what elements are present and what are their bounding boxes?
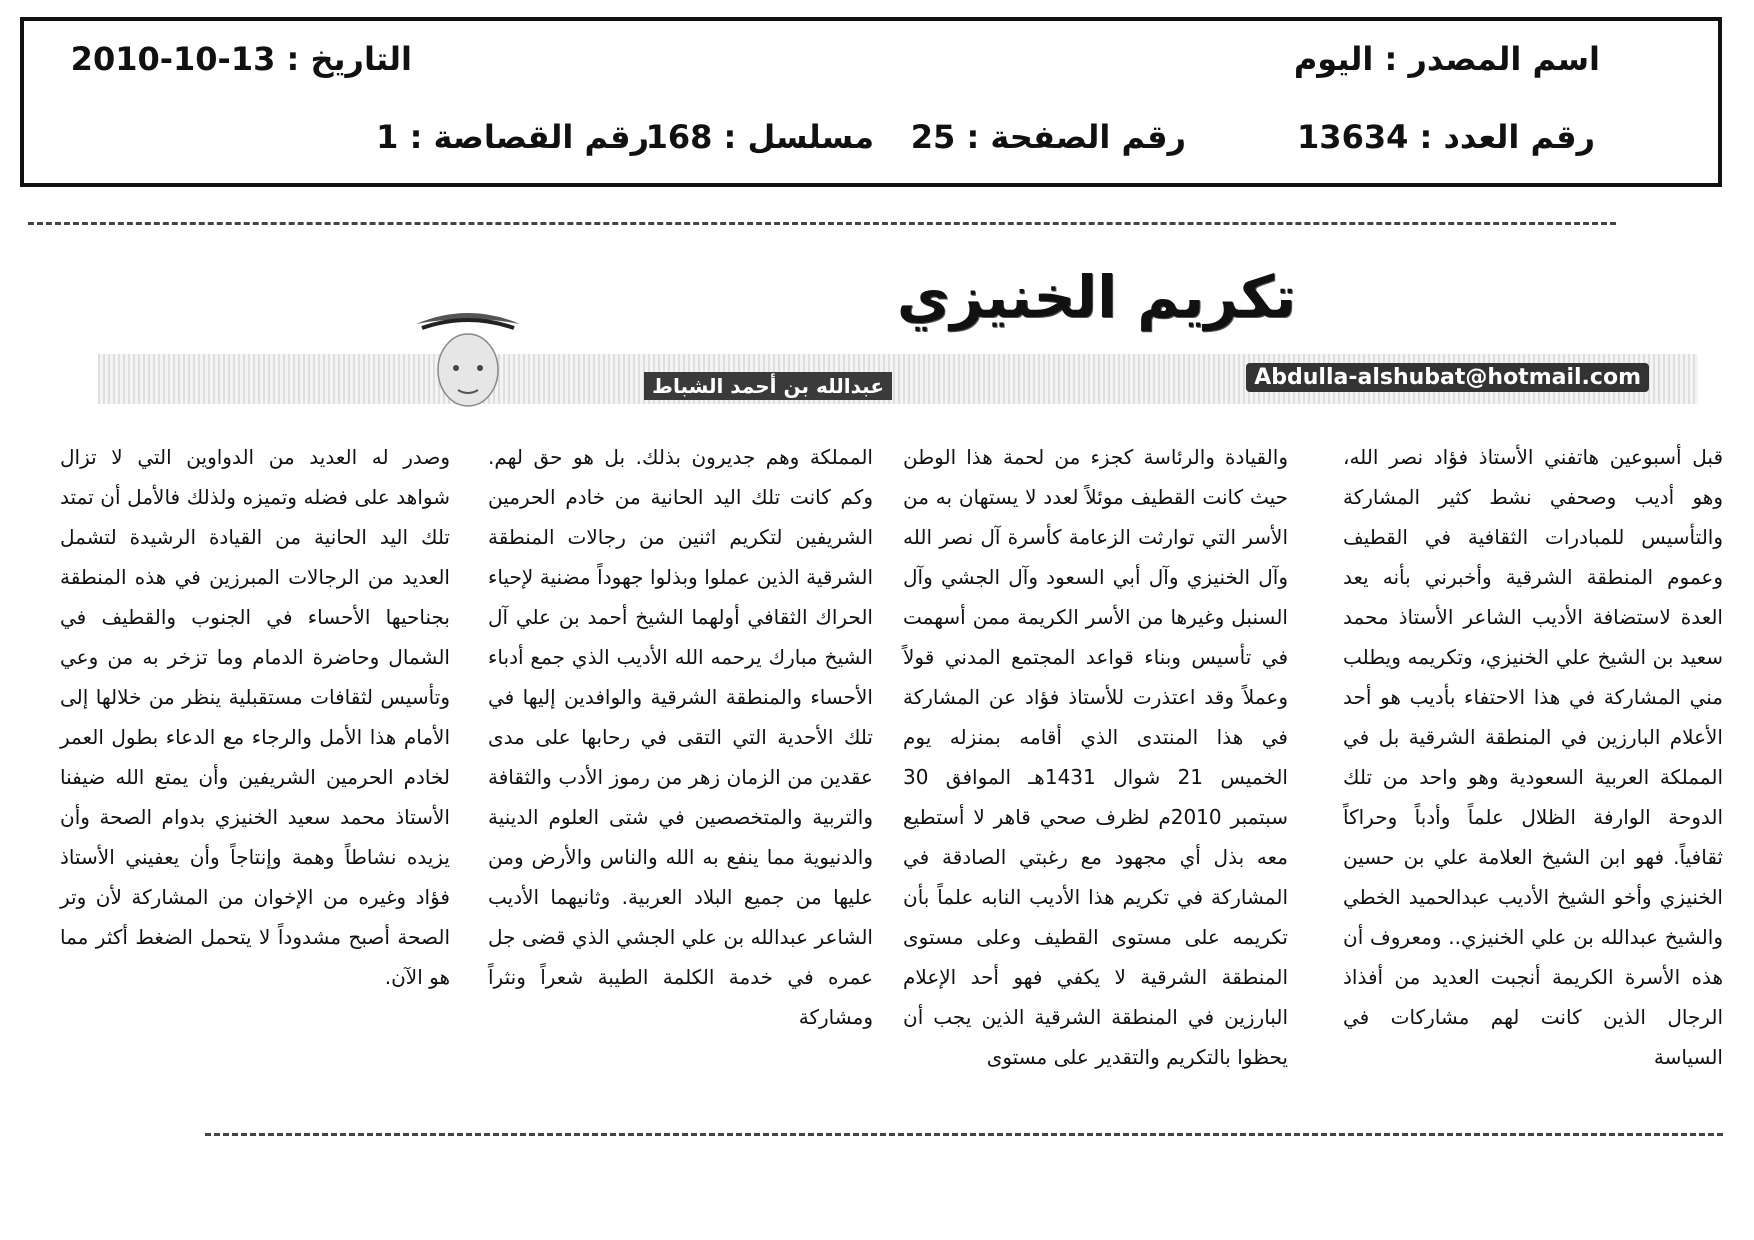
issue-number: رقم العدد : 13634 [1297, 118, 1595, 156]
article-column-2 [903, 437, 1288, 1077]
article-paragraph: وصدر له العديد من الدواوين التي لا تزال شواهد على فضله وتميزه ولذلك فالأمل أن تمتد تلك اليد الحانية من القيادة الرشيدة لتشمل العديد من الرجالات المبرزين في هذه المنطقة بجناحيها الأحساء في الجنوب والقطيف في الشمال وحاضرة الدمام وما تزخر به من وعي وتأسيس لثقافات مستقبلية ينظر من خلالها إلى الأمام هذا الأمل والرجاء مع الدعاء بطول العمر لخادم الحرمين الشريفين وأن يمتع الله ضيفنا الأستاذ محمد سعيد الخنيزي بدوام الصحة وأن يزيده نشاطاً وهمة وإنتاجاً وأن يعفيني الأستاذ فؤاد وغيره من الإخوان من المشاركة لأن وتر الصحة أصبح مشدوداً لا يتحمل الضغط أكثر مما هو الآن. [60, 445, 450, 989]
article-paragraph: والقيادة والرئاسة كجزء من لحمة هذا الوطن حيث كانت القطيف موئلاً لعدد لا يستهان به من الأسر التي توارثت الزعامة كأسرة آل نصر الله وآل الخنيزي وآل أبي السعود وآل الجشي وآل السنبل وغيرها من الأسر الكريمة ممن أسهمت في تأسيس وبناء قواعد المجتمع المدني قولاً وعملاً وقد اعتذرت للأستاذ فؤاد عن المشاركة في هذا المنتدى الذي أقامه بمنزله يوم الخميس 21 شوال 1431هـ الموافق 30 سبتمبر 2010م لظرف صحي قاهر لا أستطيع معه بذل أي مجهود مع رغبتي الصادقة في المشاركة في تكريم هذا الأديب النابه علماً بأن تكريمه على مستوى القطيف وعلى مستوى المنطقة الشرقية لا يكفي فهو أحد الإعلام البارزين في المنطقة الشرقية الذين يجب أن يحظوا بالتكريم والتقدير على مستوى [903, 445, 1288, 1069]
serial-number: مسلسل : 168 [645, 118, 874, 156]
clipping-date: التاريخ : 13-10-2010 [70, 40, 412, 78]
article-column-4 [60, 437, 450, 997]
source-name: اسم المصدر : اليوم [1293, 40, 1600, 78]
article-column-1 [1343, 437, 1723, 1077]
author-name: عبدالله بن أحمد الشباط [644, 372, 892, 400]
article-paragraph: قبل أسبوعين هاتفني الأستاذ فؤاد نصر الله، وهو أديب وصحفي نشط كثير المشاركة والتأسيس للمبادرات الثقافية في القطيف وعموم المنطقة الشرقية وأخبرني بأنه يعد العدة لاستضافة الأديب الشاعر الأستاذ محمد سعيد بن الشيخ علي الخنيزي، وتكريمه ويطلب مني المشاركة في هذا الاحتفاء بأديب هو أحد الأعلام البارزين في المنطقة الشرقية بل في المملكة العربية السعودية وهو واحد من تلك الدوحة الوارفة الظلال علماً وأدباً وحراكاً ثقافياً. فهو ابن الشيخ العلامة علي بن حسين الخنيزي وأخو الشيخ الأديب عبدالحميد الخطي والشيخ عبدالله بن علي الخنيزي.. ومعروف أن هذه الأسرة الكريمة أنجبت العديد من أفذاذ الرجال الذين كانت لهم مشاركات في السياسة [1343, 445, 1723, 1069]
clipping-number: رقم القصاصة : 1 [376, 118, 649, 156]
author-portrait [408, 298, 528, 410]
top-rule [28, 222, 1616, 225]
bottom-rule [205, 1133, 1723, 1136]
article-column-3 [488, 437, 873, 1037]
author-email: Abdulla-alshubat@hotmail.com [1246, 363, 1649, 392]
page-number: رقم الصفحة : 25 [910, 118, 1186, 156]
article-paragraph: المملكة وهم جديرون بذلك. بل هو حق لهم. وكم كانت تلك اليد الحانية من خادم الحرمين الشريفين لتكريم اثنين من رجالات المنطقة الشرقية الذين عملوا وبذلوا جهوداً مضنية لإحياء الحراك الثقافي أولهما الشيخ أحمد بن علي آل الشيخ مبارك يرحمه الله الأديب الذي جمع أدباء الأحساء والمنطقة الشرقية والوافدين إليها في تلك الأحدية التي التقى في رحابها على مدى عقدين من الزمان زهر من رموز الأدب والثقافة والتربية والمتخصصين في شتى العلوم الدينية والدنيوية مما ينفع به الله والناس والأرض ومن عليها من جميع البلاد العربية. وثانيهما الأديب الشاعر عبدالله بن علي الجشي الذي قضى جل عمره في خدمة الكلمة الطيبة شعراً ونثراً ومشاركة [488, 445, 873, 1029]
article-headline: تكريم الخنيزي [896, 263, 1296, 331]
